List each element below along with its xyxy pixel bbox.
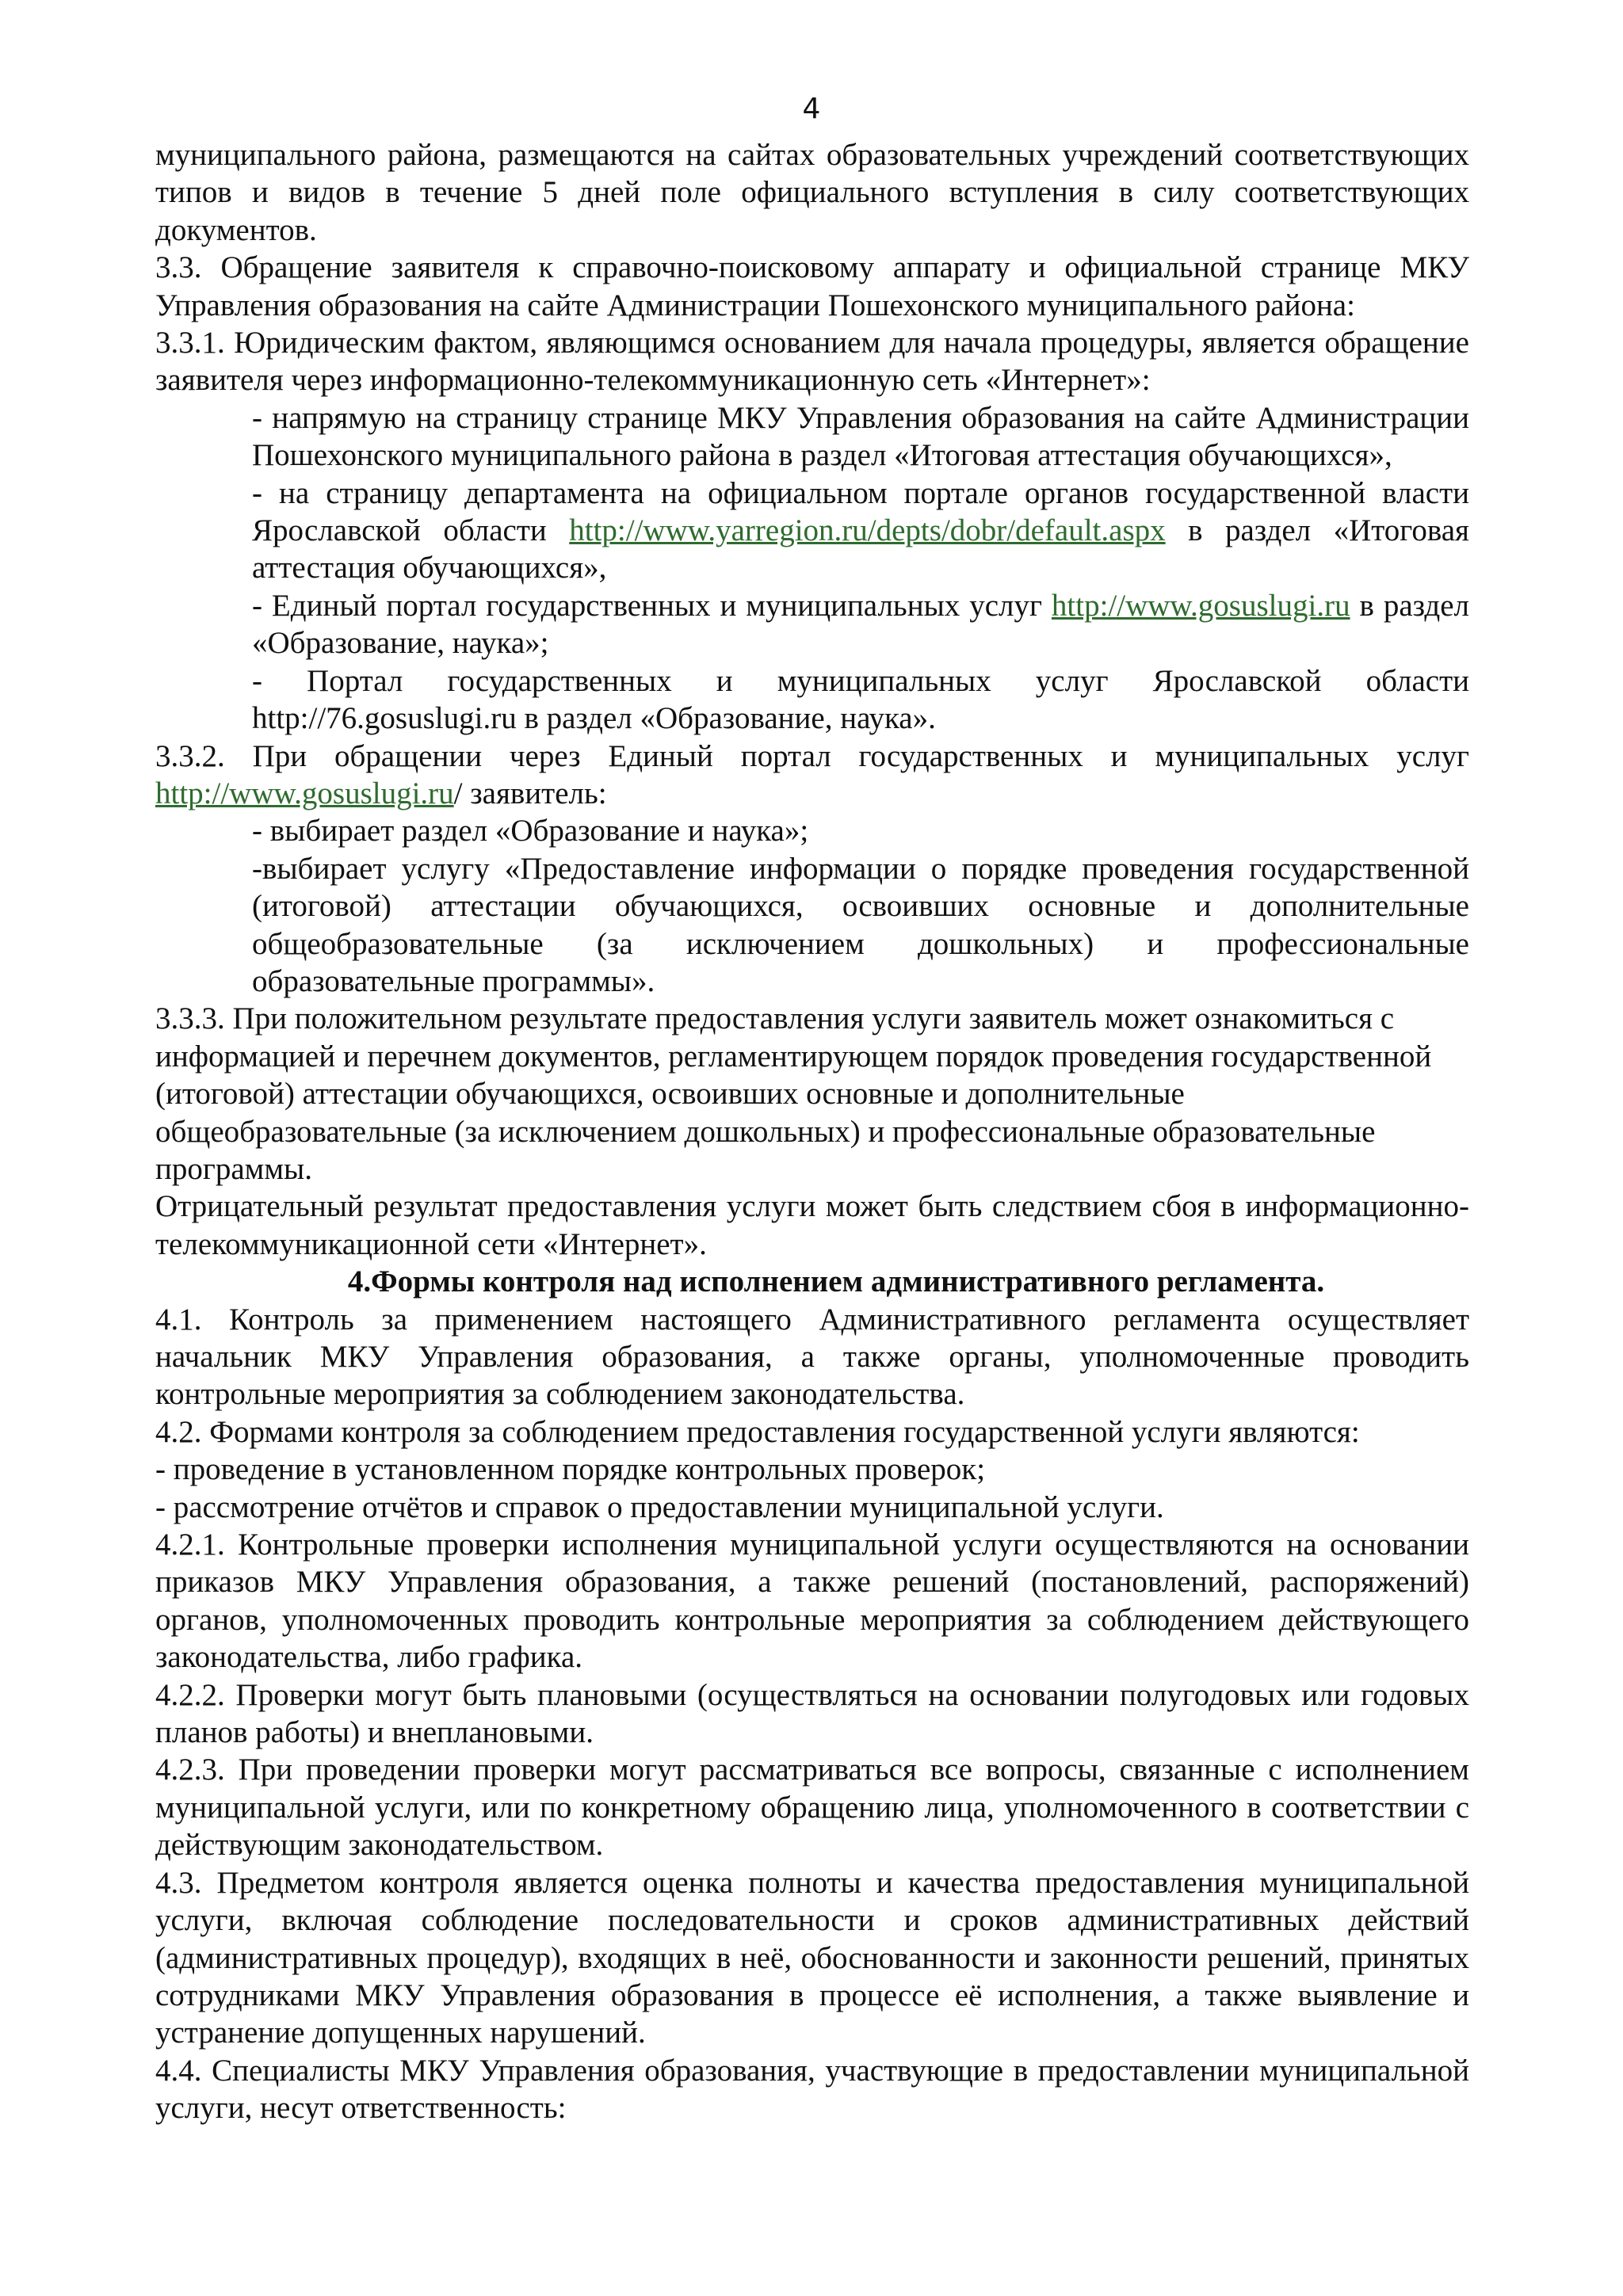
paragraph-3-3-3: 3.3.3. При положительном результате предоставления услуги заявитель может ознакомиться с информацией и перечнем документов, регламентирующем порядок проведения государственной (итоговой) аттестации обучающихся, освоивших основные и дополнительные общеобразовательные (за исключением дошкольных) и профессиональные образовательные программы. bbox=[155, 1001, 1432, 1186]
paragraph-4-2-1: 4.2.1. Контрольные проверки исполнения муниципальной услуги осуществляются на основании приказов МКУ Управления образования, а также решений (постановлений, распоряжений) органов, уполномоченных проводить контрольные мероприятия за соблюдением действующего законодательства, либо графика. bbox=[155, 1527, 1469, 1675]
paragraph-4-2: 4.2. Формами контроля за соблюдением предоставления государственной услуги являются: bbox=[155, 1414, 1360, 1449]
gosuslugi-link[interactable]: http://www.gosuslugi.ru bbox=[155, 776, 454, 810]
text: в раздел «Образование, наука»; bbox=[252, 588, 1469, 661]
document-body bbox=[155, 136, 1469, 2127]
list-item: - выбирает раздел «Образование и наука»; bbox=[252, 814, 809, 849]
gosuslugi-link[interactable]: http://www.gosuslugi.ru bbox=[1051, 588, 1350, 623]
list-item: -выбирает услугу «Предоставление информации о порядке проведения государственной (итоговой) аттестации обучающихся, освоивших основные и дополнительные общеобразовательные (за исключением дошкольных) и профессиональные образовательные программы». bbox=[252, 851, 1469, 998]
list-item bbox=[155, 475, 1469, 587]
list-item: - напрямую на страницу странице МКУ Управления образования на сайте Администрации Пошехонского муниципального района в раздел «Итоговая аттестация обучающихся», bbox=[252, 400, 1469, 473]
paragraph-3-3-2 bbox=[155, 738, 1469, 813]
section-heading: 4.Формы контроля над исполнением административного регламента. bbox=[347, 1264, 1325, 1299]
list-item: - рассмотрение отчётов и справок о предоставлении муниципальной услуги. bbox=[155, 1489, 1164, 1524]
page-number: 4 bbox=[802, 93, 821, 125]
list-item: - Портал государственных и муниципальных услуг Ярославской области http://76.gosuslugi.ru в раздел «Образование, наука». bbox=[252, 663, 1469, 736]
paragraph-3-3-1: 3.3.1. Юридическим фактом, являющимся основанием для начала процедуры, является обращение заявителя через информационно-телекоммуникационную сеть «Интернет»: bbox=[155, 326, 1469, 398]
list-item bbox=[155, 587, 1469, 662]
list-item: - проведение в установленном порядке контрольных проверок; bbox=[155, 1452, 986, 1487]
paragraph-4-1: 4.1. Контроль за применением настоящего Административного регламента осуществляет начальник МКУ Управления образования, а также органы, уполномоченные проводить контрольные мероприятия за соблюдением законодательства. bbox=[155, 1302, 1469, 1412]
yarregion-link[interactable]: http://www.yarregion.ru/depts/dobr/default.aspx bbox=[569, 513, 1166, 548]
paragraph: Отрицательный результат предоставления услуги может быть следствием сбоя в информационно-телекоммуникационной сети «Интернет». bbox=[155, 1189, 1469, 1261]
paragraph-3-3: 3.3. Обращение заявителя к справочно-поисковому аппарату и официальной странице МКУ Управления образования на сайте Администрации Пошехонского муниципального района: bbox=[155, 250, 1469, 322]
paragraph-4-4: 4.4. Специалисты МКУ Управления образования, участвующие в предоставлении муниципальной услуги, несут ответственность: bbox=[155, 2053, 1469, 2126]
paragraph-4-2-3: 4.2.3. При проведении проверки могут рассматриваться все вопросы, связанные с исполнением муниципальной услуги, или по конкретному обращению лица, уполномоченного в соответствии с действующим законодательством. bbox=[155, 1753, 1469, 1863]
text: 3.3.2. При обращении через Единый портал государственных и муниципальных услуг bbox=[155, 738, 1469, 773]
paragraph: муниципального района, размещаются на сайтах образовательных учреждений соответствующих типов и видов в течение 5 дней поле официального вступления в силу соответствующих документов. bbox=[155, 138, 1469, 247]
text: - Единый портал государственных и муниципальных услуг bbox=[252, 588, 1052, 623]
paragraph-4-2-2: 4.2.2. Проверки могут быть плановыми (осуществляться на основании полугодовых или годовых планов работы) и внеплановыми. bbox=[155, 1677, 1469, 1750]
text: в раздел «Итоговая аттестация обучающихся», bbox=[252, 513, 1469, 585]
text: - на страницу департамента на официальном портале органов государственной власти Ярославской области bbox=[252, 475, 1469, 548]
paragraph-4-3: 4.3. Предметом контроля является оценка полноты и качества предоставления муниципальной услуги, включая соблюдение последовательности и сроков административных действий (административных процедур), входящих в неё, обоснованности и законности решений, принятых сотрудниками МКУ Управления образования в процессе её исполнения, а также выявление и устранение допущенных нарушений. bbox=[155, 1865, 1469, 2050]
text: / заявитель: bbox=[453, 776, 607, 810]
